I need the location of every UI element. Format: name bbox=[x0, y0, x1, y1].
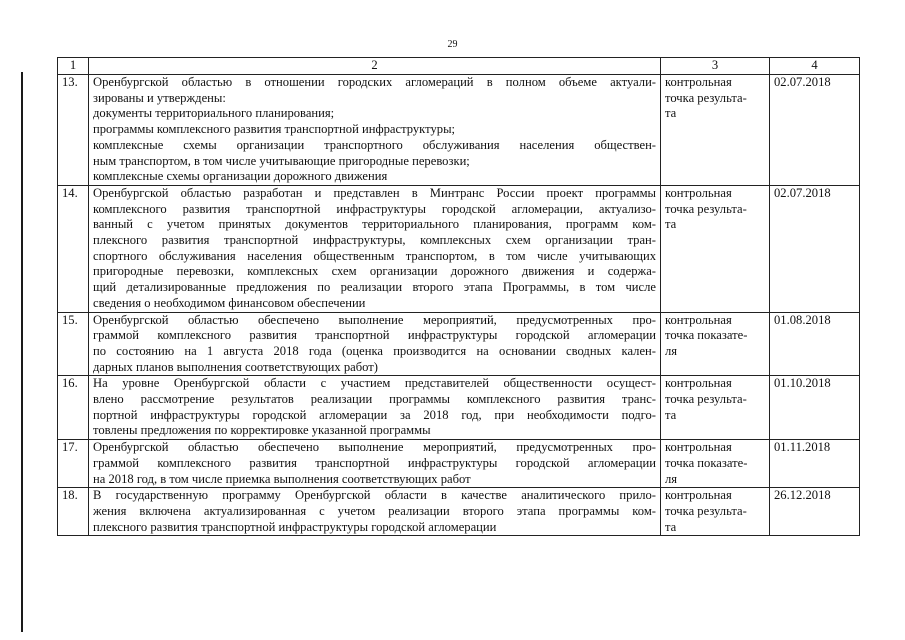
type-line: точка результа- bbox=[665, 90, 747, 105]
description-line: сведения о необходимом финансовом обеспечении bbox=[93, 295, 366, 310]
type-line: точка результа- bbox=[665, 392, 747, 407]
type-line: ля bbox=[665, 343, 678, 358]
table-row bbox=[58, 376, 860, 440]
row-number: 16. bbox=[58, 376, 89, 440]
description-line: ным транспортом, в том числе учитывающие пригородные перевозки; bbox=[93, 153, 470, 168]
description-line: комплексные схемы организации дорожного движения bbox=[93, 169, 388, 184]
description-line: влено рассмотрение результатов реализации программы комплексного развития транс- bbox=[93, 392, 656, 407]
control-point-type bbox=[661, 75, 770, 186]
type-line: та bbox=[665, 519, 677, 534]
control-point-type bbox=[661, 185, 770, 312]
description-line: дарных планов выполнения соответствующих работ) bbox=[93, 359, 378, 374]
description-line: на 2018 год, в том числе приемка выполнения соответствующих работ bbox=[93, 471, 471, 486]
due-date: 01.11.2018 bbox=[770, 440, 860, 488]
type-line: контрольная bbox=[665, 185, 732, 200]
description-line: жения включена актуализированная с учетом реализации второго этапа программы ком- bbox=[93, 503, 656, 518]
table-body bbox=[58, 75, 860, 536]
table-row bbox=[58, 75, 860, 186]
type-line: та bbox=[665, 407, 677, 422]
event-description bbox=[89, 75, 661, 186]
type-line: точка результа- bbox=[665, 201, 747, 216]
column-header-2: 2 bbox=[89, 58, 661, 75]
control-points-table bbox=[57, 57, 860, 536]
table-row bbox=[58, 488, 860, 536]
event-description bbox=[89, 312, 661, 376]
type-line: та bbox=[665, 217, 677, 232]
row-number: 18. bbox=[58, 488, 89, 536]
control-point-type bbox=[661, 440, 770, 488]
description-line: программы комплексного развития транспортной инфраструктуры; bbox=[93, 122, 456, 137]
description-line: Оренбургской областью обеспечено выполнение мероприятий, предусмотренных про- bbox=[93, 440, 656, 455]
table-row bbox=[58, 312, 860, 376]
row-number: 17. bbox=[58, 440, 89, 488]
type-line: точка показате- bbox=[665, 328, 748, 343]
due-date: 02.07.2018 bbox=[770, 75, 860, 186]
description-line: плексного развития транспортной инфраструктуры городской агломерации bbox=[93, 519, 497, 534]
type-line: точка показате- bbox=[665, 455, 748, 470]
due-date: 01.08.2018 bbox=[770, 312, 860, 376]
description-line: В государственную программу Оренбургской области в качестве аналитического прило- bbox=[93, 488, 656, 503]
table-row bbox=[58, 185, 860, 312]
due-date: 26.12.2018 bbox=[770, 488, 860, 536]
event-description bbox=[89, 440, 661, 488]
column-header-3: 3 bbox=[661, 58, 770, 75]
row-number: 13. bbox=[58, 75, 89, 186]
due-date: 01.10.2018 bbox=[770, 376, 860, 440]
row-number: 14. bbox=[58, 185, 89, 312]
description-line: портной инфраструктуры городской агломерации за 2018 год, при необходимости подго- bbox=[93, 407, 656, 422]
description-line: ванный с учетом принятых документов территориального планирования, программ ком- bbox=[93, 217, 656, 232]
table-header-row bbox=[58, 58, 860, 75]
description-line: Оренбургской областью обеспечено выполнение мероприятий, предусмотренных про- bbox=[93, 312, 656, 327]
event-description bbox=[89, 488, 661, 536]
control-point-type bbox=[661, 488, 770, 536]
type-line: контрольная bbox=[665, 312, 732, 327]
type-line: та bbox=[665, 106, 677, 121]
description-line: документы территориального планирования; bbox=[93, 106, 335, 121]
event-description bbox=[89, 376, 661, 440]
description-line: товлены предложения по корректировке указанной программы bbox=[93, 423, 431, 438]
description-line: На уровне Оренбургской области с участием представителей общественности осущест- bbox=[93, 376, 656, 391]
row-number: 15. bbox=[58, 312, 89, 376]
column-header-1: 1 bbox=[58, 58, 89, 75]
event-description bbox=[89, 185, 661, 312]
description-line: Оренбургской областью разработан и представлен в Минтранс России проект программы bbox=[93, 185, 656, 200]
description-line: граммой комплексного развития транспортной инфраструктуры городской агломерации bbox=[93, 455, 656, 470]
control-point-type bbox=[661, 312, 770, 376]
type-line: контрольная bbox=[665, 376, 732, 391]
control-point-type bbox=[661, 376, 770, 440]
description-line: щий детализированные предложения по реализации второго этапа Программы, в том числе bbox=[93, 280, 656, 295]
description-line: граммой комплексного развития транспортной инфраструктуры городской агломерации bbox=[93, 328, 656, 343]
description-line: плексного развития транспортной инфраструктуры, комплексных схем организации тран- bbox=[93, 233, 656, 248]
page-number: 29 bbox=[447, 39, 458, 50]
table-row bbox=[58, 440, 860, 488]
type-line: контрольная bbox=[665, 75, 732, 89]
due-date: 02.07.2018 bbox=[770, 185, 860, 312]
description-line: пригородные перевозки, комплексных схем организации дорожного движения и содержа- bbox=[93, 264, 656, 279]
description-line: зированы и утверждены: bbox=[93, 90, 226, 105]
type-line: контрольная bbox=[665, 488, 732, 503]
type-line: точка результа- bbox=[665, 503, 747, 518]
description-line: комплексные схемы организации транспортного обслуживания населения обществен- bbox=[93, 137, 656, 152]
description-line: спортного обслуживания населения общественным транспортом, в том числе учитывающих bbox=[93, 248, 656, 263]
description-line: Оренбургской областью в отношении городских агломераций в полном объеме актуали- bbox=[93, 75, 656, 89]
description-line: комплексного развития транспортной инфраструктуры городской агломерации, актуализо- bbox=[93, 201, 656, 216]
type-line: контрольная bbox=[665, 440, 732, 455]
type-line: ля bbox=[665, 471, 678, 486]
description-line: по состоянию на 1 августа 2018 года (оценка производится на основании сводных кален- bbox=[93, 343, 656, 358]
scan-edge-line bbox=[21, 72, 23, 632]
column-header-4: 4 bbox=[770, 58, 860, 75]
